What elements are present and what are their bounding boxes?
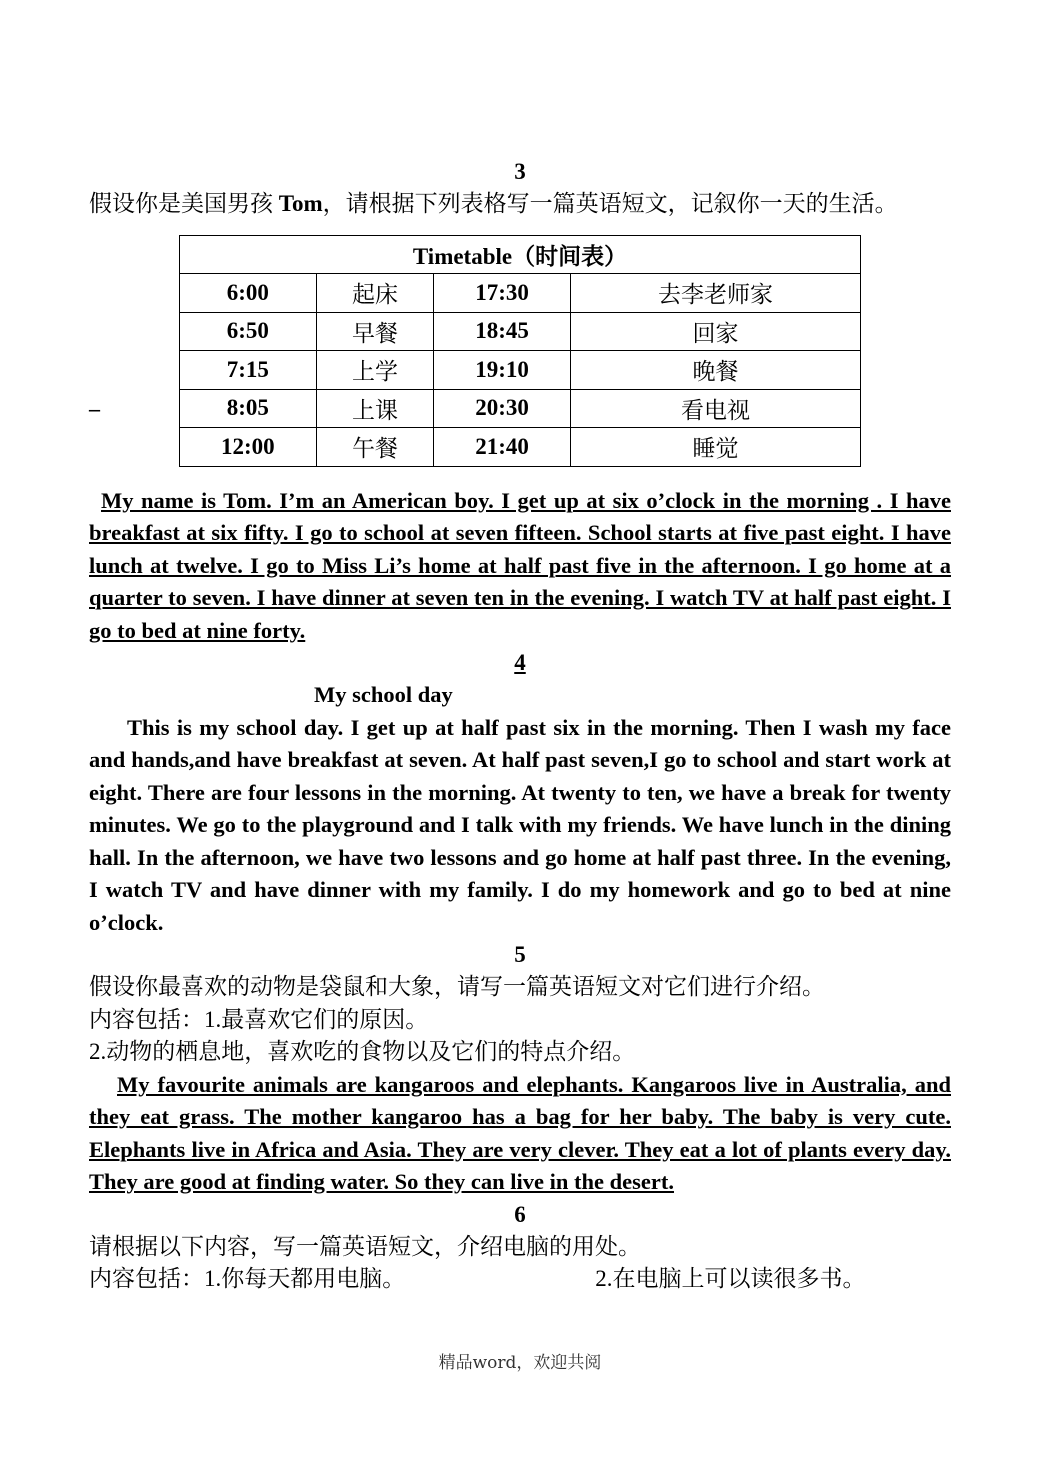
time-cell: 18:45 — [434, 312, 571, 351]
table-row — [180, 389, 861, 428]
time-cell: 17:30 — [434, 274, 571, 313]
time-cell: 20:30 — [434, 389, 571, 428]
section-4-number: 4 — [514, 650, 526, 675]
activity-cell: 上课 — [316, 389, 434, 428]
section-3-essay — [89, 485, 951, 648]
activity-cell: 去李老师家 — [570, 274, 860, 313]
section-4-essay — [89, 712, 951, 940]
activity-cell: 上学 — [316, 351, 434, 390]
time-cell: 21:40 — [434, 428, 571, 467]
section-5-essay-text: My favourite animals are kangaroos and elephants. Kangaroos live in Australia, and they eat grass. The mother kangaroo has a bag for her baby. The baby is very cute. Elephants live in Africa and Asia. They are very clever. They eat a lot of plants every day. They are good at finding water. So they can live in the desert. — [89, 1071, 951, 1194]
timetable-header: Timetable（时间表） — [180, 235, 861, 274]
table-row — [180, 428, 861, 467]
time-cell: 6:50 — [180, 312, 317, 351]
activity-cell: 起床 — [316, 274, 434, 313]
section-3-prompt-name: Tom — [278, 191, 323, 216]
section-6-number: 6 — [514, 1201, 526, 1227]
activity-cell: 回家 — [570, 312, 860, 351]
section-5-number: 5 — [514, 942, 526, 967]
time-cell: 7:15 — [180, 351, 317, 390]
activity-cell: 睡觉 — [570, 428, 860, 467]
page-footer: 精品word，欢迎共阅 — [438, 1353, 602, 1373]
table-row — [180, 312, 861, 351]
section-6-point-2: 2.在电脑上可以读很多书。 — [595, 1266, 866, 1291]
activity-cell: 看电视 — [570, 389, 860, 428]
section-4-essay-text: This is my school day. I get up at half past six in the morning. Then I wash my face and hands,and have breakfast at seven. At half past seven,I go to school and start work at eight. There are four lessons in the morning. At twenty to ten, we have a break for twenty minutes. We go to the playground and I talk with my friends. We have lunch in the dining hall. In the afternoon, we have two lessons and go home at half past three. In the evening, I watch TV and have dinner with my family. I do my homework and go to bed at nine o’clock. — [89, 714, 951, 935]
document-page — [89, 156, 951, 1296]
timetable-header-row — [180, 235, 861, 274]
time-cell: 12:00 — [180, 428, 317, 467]
section-3-prompt — [89, 188, 951, 221]
time-cell: 19:10 — [434, 351, 571, 390]
section-3-prompt-prefix: 假设你是美国男孩 — [89, 191, 279, 216]
section-6-prompt: 请根据以下内容，写一篇英语短文，介绍电脑的用处。 — [89, 1233, 641, 1259]
stray-dash: – — [89, 395, 100, 421]
section-3-essay-text: My name is Tom. I’m an American boy. I get up at six o’clock in the morning . I have breakfast at six fifty. I go to school at seven fifteen. School starts at five past eight. I have lunch at twelve. I go to Miss Li’s home at half past five in the afternoon. I go home at a quarter to seven. I have dinner at seven ten in the evening. I watch TV at half past eight. I go to bed at nine forty. — [89, 487, 951, 643]
section-3-number: 3 — [514, 159, 526, 184]
section-4-title: My school day — [314, 682, 453, 707]
timetable — [179, 235, 861, 467]
activity-cell: 晚餐 — [570, 351, 860, 390]
activity-cell: 早餐 — [316, 312, 434, 351]
time-cell: 8:05 — [180, 389, 317, 428]
section-5-content-line-2: 2.动物的栖息地，喜欢吃的食物以及它们的特点介绍。 — [89, 1039, 636, 1064]
table-row — [180, 274, 861, 313]
section-6-point-1: 内容包括：1.你每天都用电脑。 — [89, 1266, 406, 1291]
section-3-prompt-suffix: ，请根据下列表格写一篇英语短文，记叙你一天的生活。 — [322, 191, 898, 216]
section-5-essay — [89, 1069, 951, 1199]
section-5-content-line-1: 内容包括：1.最喜欢它们的原因。 — [89, 1006, 429, 1032]
timetable-wrapper — [89, 235, 951, 477]
section-6-content — [89, 1263, 951, 1296]
section-5-prompt: 假设你最喜欢的动物是袋鼠和大象，请写一篇英语短文对它们进行介绍。 — [89, 974, 825, 999]
activity-cell: 午餐 — [316, 428, 434, 467]
time-cell: 6:00 — [180, 274, 317, 313]
table-row — [180, 351, 861, 390]
